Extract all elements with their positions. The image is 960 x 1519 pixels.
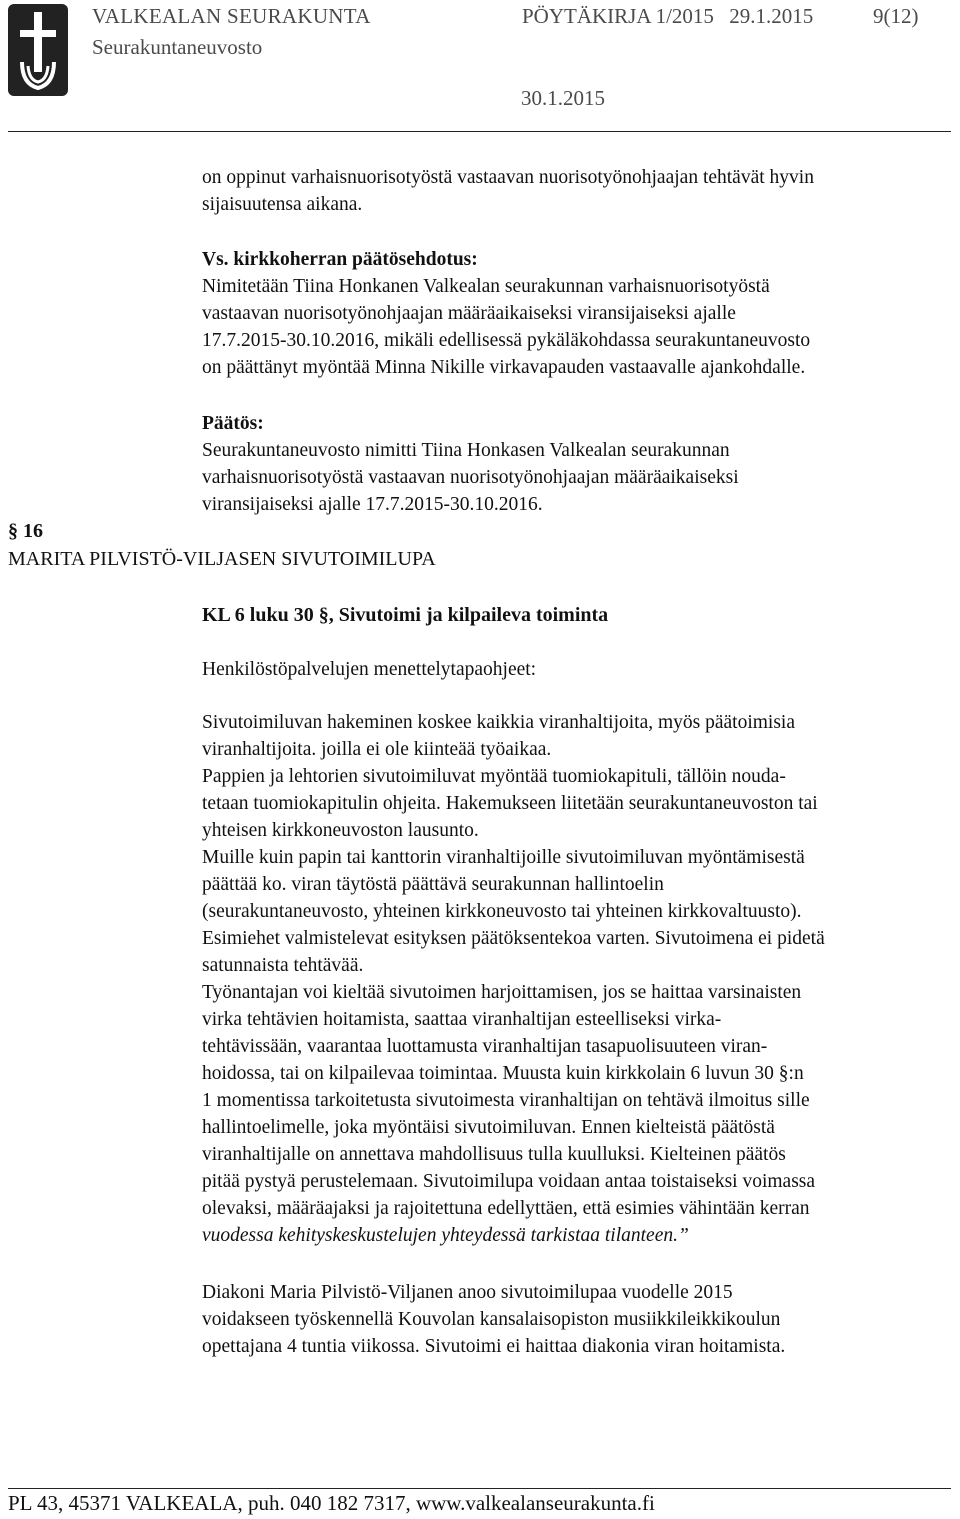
header-signing-date: 30.1.2015 xyxy=(521,86,605,110)
text-line: satunnaista tehtävää. xyxy=(202,955,364,976)
text-line: Seurakuntaneuvosto nimitti Tiina Honkasen Valkealan seurakunnan xyxy=(202,440,730,461)
text-line: viranhaltijoita. joilla ei ole kiinteää työaikaa. xyxy=(202,739,552,760)
text-line: olevaksi, määräajaksi ja rajoitettuna edellyttäen, että esimies vähintään kerran xyxy=(202,1198,810,1219)
text-line: Muille kuin papin tai kanttorin viranhaltijoille sivutoimiluvan myöntämisestä xyxy=(202,847,805,868)
text-line: on päättänyt myöntää Minna Nikille virkavapauden vastaavalle ajankohdalle. xyxy=(202,357,806,378)
text-line: (seurakuntaneuvosto, yhteinen kirkkoneuvosto tai yhteinen kirkkovaltuusto). xyxy=(202,901,802,922)
header-doc-title: PÖYTÄKIRJA 1/2015 xyxy=(522,4,714,28)
text-line: varhaisnuorisotyöstä vastaavan nuorisotyönohjaajan määräaikaiseksi xyxy=(202,467,739,488)
text-line: Nimitetään Tiina Honkanen Valkealan seurakunnan varhaisnuorisotyöstä xyxy=(202,276,770,297)
header-divider xyxy=(8,131,951,132)
text-line: Sivutoimiluvan hakeminen koskee kaikkia viranhaltijoita, myös päätoimisia xyxy=(202,712,796,733)
proposal-block xyxy=(202,246,942,381)
guidelines-block xyxy=(202,709,942,1249)
text-line: opettajana 4 tuntia viikossa. Sivutoimi ei haittaa diakonia viran hoitamista. xyxy=(202,1336,786,1357)
text-line: vastaavan nuorisotyönohjaajan määräaikaiseksi viransijaiseksi ajalle xyxy=(202,303,736,324)
guidelines-heading: Henkilöstöpalvelujen menettelytapaohjeet: xyxy=(202,659,537,680)
section-title: MARITA PILVISTÖ-VILJASEN SIVUTOIMILUPA xyxy=(8,548,436,570)
section-number: § 16 xyxy=(8,520,43,542)
text-line: on oppinut varhaisnuorisotyöstä vastaavan nuorisotyönohjaajan tehtävät hyvin xyxy=(202,167,814,188)
application-block xyxy=(202,1279,942,1360)
header-page-number: 9(12) xyxy=(873,4,919,28)
decision-block xyxy=(202,410,942,518)
text-line: hallintoelimelle, joka myöntäisi sivutoimiluvan. Ennen kielteistä päätöstä xyxy=(202,1117,775,1138)
text-line: viransijaiseksi ajalle 17.7.2015-30.10.2016. xyxy=(202,494,543,515)
text-line: voidakseen työskennellä Kouvolan kansalaisopiston musiikkileikkikoulun xyxy=(202,1309,781,1330)
footer-divider xyxy=(8,1488,951,1489)
text-line: sijaisuutensa aikana. xyxy=(202,194,363,215)
header-organization: VALKEALAN SEURAKUNTA xyxy=(92,4,371,28)
header-body: Seurakuntaneuvosto xyxy=(92,35,263,59)
text-line: viranhaltijalle on annettava mahdollisuus tulla kuulluksi. Kielteinen päätös xyxy=(202,1144,786,1165)
text-line-italic: vuodessa kehityskeskustelujen yhteydessä tarkistaa tilanteen.” xyxy=(202,1225,689,1246)
header-date: 29.1.2015 xyxy=(729,4,814,28)
header-document xyxy=(522,4,813,29)
text-line: 17.7.2015-30.10.2016, mikäli edellisessä pykäläkohdassa seurakuntaneuvosto xyxy=(202,330,811,351)
proposal-heading: Vs. kirkkoherran päätösehdotus: xyxy=(202,249,478,270)
church-cross-logo-icon xyxy=(8,4,68,96)
text-line: Työnantajan voi kieltää sivutoimen harjoittamisen, jos se haittaa varsinaisten xyxy=(202,982,802,1003)
text-line: tetaan tuomiokapitulin ohjeita. Hakemukseen liitetään seurakuntaneuvoston tai xyxy=(202,793,818,814)
text-line: päättää ko. viran täytöstä päättävä seurakunnan hallintoelin xyxy=(202,874,664,895)
text-line: Pappien ja lehtorien sivutoimiluvat myöntää tuomiokapituli, tällöin nouda- xyxy=(202,766,786,787)
text-line: hoidossa, tai on kilpailevaa toimintaa. Muusta kuin kirkkolain 6 luvun 30 §:n xyxy=(202,1063,804,1084)
text-line: tehtävissään, vaarantaa luottamusta viranhaltijan tasapuolisuuteen viran- xyxy=(202,1036,768,1057)
decision-heading: Päätös: xyxy=(202,413,264,434)
text-line: Esimiehet valmistelevat esityksen päätöksentekoa varten. Sivutoimena ei pidetä xyxy=(202,928,825,949)
text-line: virka tehtävien hoitamista, saattaa viranhaltijan esteelliseksi virka- xyxy=(202,1009,722,1030)
text-line: pitää pystyä perustelemaan. Sivutoimilupa voidaan antaa toistaiseksi voimassa xyxy=(202,1171,816,1192)
continued-paragraph xyxy=(202,164,942,218)
law-reference-heading: KL 6 luku 30 §, Sivutoimi ja kilpaileva toiminta xyxy=(202,604,609,626)
text-line: yhteisen kirkkoneuvoston lausunto. xyxy=(202,820,479,841)
text-line: Diakoni Maria Pilvistö-Viljanen anoo sivutoimilupaa vuodelle 2015 xyxy=(202,1282,733,1303)
text-line: 1 momentissa tarkoitetusta sivutoimesta viranhaltijan on tehtävä ilmoitus sille xyxy=(202,1090,810,1111)
footer-contact: PL 43, 45371 VALKEALA, puh. 040 182 7317, www.valkealanseurakunta.fi xyxy=(8,1491,655,1515)
